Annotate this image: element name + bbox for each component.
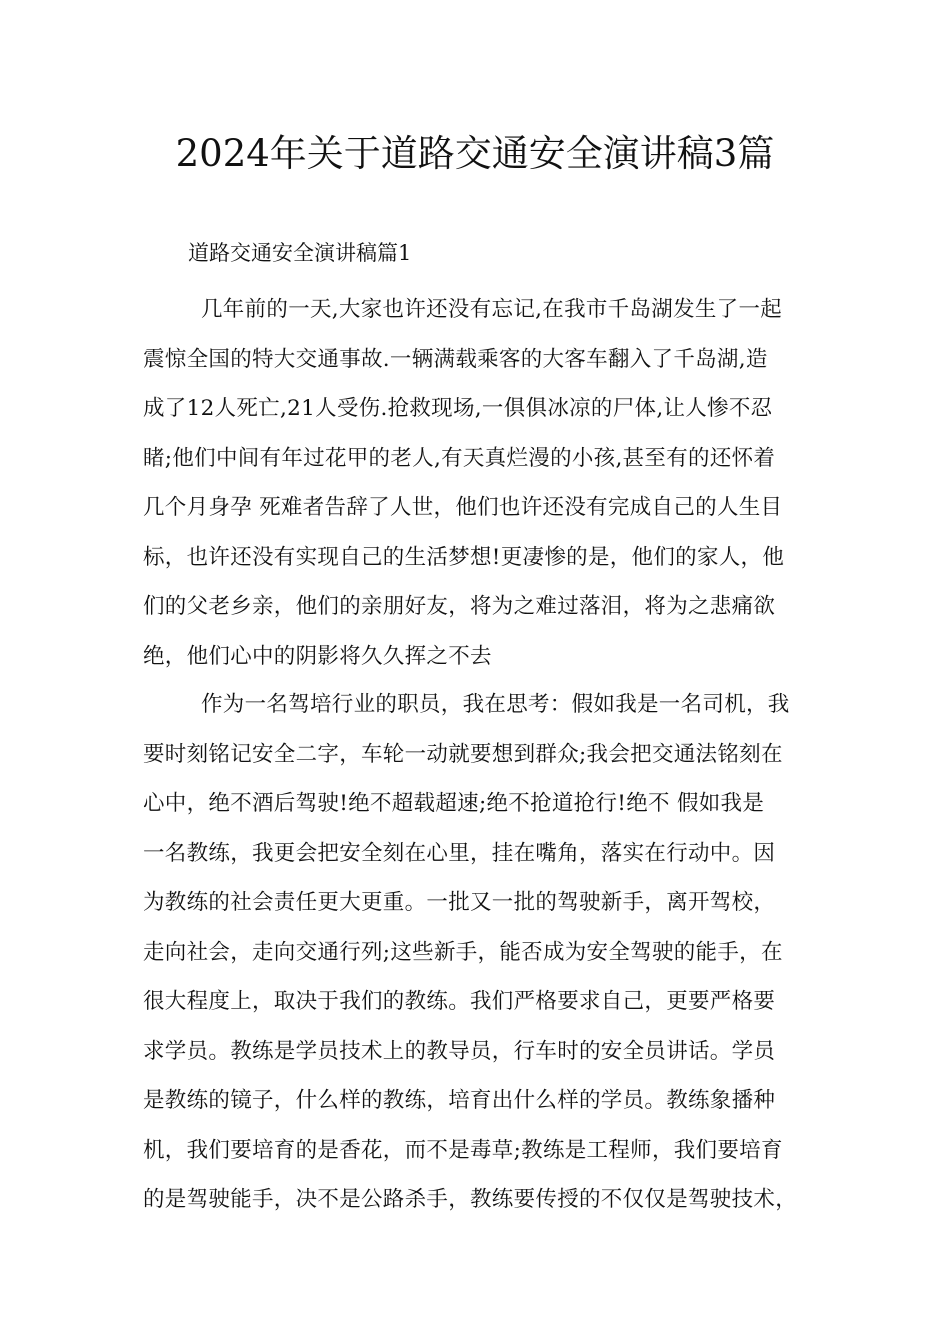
paragraph-line: 很大程度上，取决于我们的教练。我们严格要求自己，更要严格要 — [143, 989, 776, 1014]
paragraph-2 — [143, 680, 833, 1225]
paragraph-1 — [143, 285, 833, 681]
paragraph-line: 作为一名驾培行业的职员，我在思考：假如我是一名司机，我 — [201, 692, 790, 717]
paragraph-line: 走向社会，走向交通行列;这些新手，能否成为安全驾驶的能手，在 — [143, 939, 783, 965]
paragraph-line: 心中，绝不酒后驾驶!绝不超载超速;绝不抢道抢行!绝不 假如我是 — [143, 791, 765, 816]
paragraph-line: 们的父老乡亲，他们的亲朋好友，将为之难过落泪，将为之悲痛欲 — [143, 594, 776, 619]
section-heading: 道路交通安全演讲稿篇1 — [188, 241, 412, 265]
paragraph-line: 几年前的一天,大家也许还没有忘记,在我市千岛湖发生了一起 — [201, 297, 783, 322]
paragraph-line: 的是驾驶能手，决不是公路杀手，教练要传授的不仅仅是驾驶技术， — [143, 1187, 798, 1212]
paragraph-line: 是教练的镜子，什么样的教练，培育出什么样的学员。教练象播种 — [143, 1088, 776, 1113]
paragraph-line: 要时刻铭记安全二字，车轮一动就要想到群众;我会把交通法铭刻在 — [143, 741, 783, 767]
paragraph-line: 成了12人死亡,21人受伤.抢救现场,一俱俱冰凉的尸体,让人惨不忍 — [143, 396, 773, 421]
document-title: 2024年关于道路交通安全演讲稿3篇 — [175, 132, 775, 175]
paragraph-line: 为教练的社会责任更大更重。一批又一批的驾驶新手，离开驾校， — [143, 890, 776, 915]
paragraph-line: 绝，他们心中的阴影将久久挥之不去 — [143, 643, 492, 669]
paragraph-line: 几个月身孕 死难者告辞了人世，他们也许还没有完成自己的人生目 — [143, 495, 783, 520]
paragraph-line: 求学员。教练是学员技术上的教导员，行车时的安全员讲话。学员 — [143, 1038, 776, 1064]
paragraph-line: 标，也许还没有实现自己的生活梦想!更凄惨的是，他们的家人，他 — [143, 544, 785, 570]
paragraph-line: 一名教练，我更会把安全刻在心里，挂在嘴角，落实在行动中。因 — [143, 840, 776, 866]
paragraph-line: 机，我们要培育的是香花，而不是毒草;教练是工程师，我们要培育 — [143, 1137, 783, 1163]
paragraph-line: 睹;他们中间有年过花甲的老人,有天真烂漫的小孩,甚至有的还怀着 — [143, 445, 776, 471]
paragraph-line: 震惊全国的特大交通事故.一辆满载乘客的大客车翻入了千岛湖,造 — [143, 346, 768, 372]
